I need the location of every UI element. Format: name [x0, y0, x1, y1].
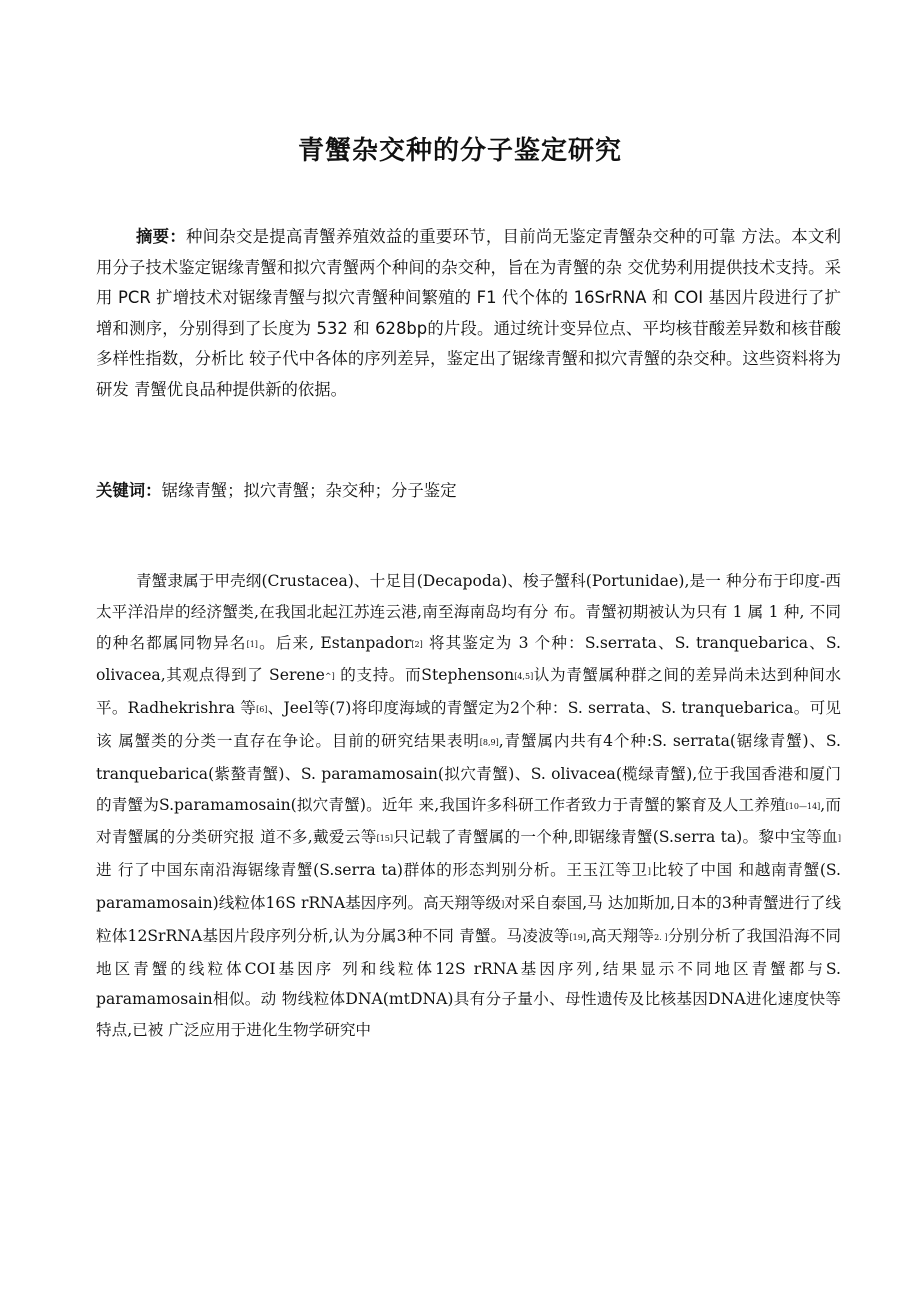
- citation: ^]: [324, 672, 335, 682]
- keywords-text: 锯缘青蟹；拟穴青蟹；杂交种；分子鉴定: [161, 481, 457, 500]
- body-text: 只记载了青蟹属的一个种,即锯缘青蟹(S.serra ta)。黎中宝等血: [393, 828, 838, 847]
- citation: [1]: [246, 639, 258, 649]
- citation: [2]: [411, 639, 423, 649]
- body-text: 青蟹隶属于甲壳纲(Crustacea)、十足目(Decapoda)、梭子蟹科(Portunidae),是一 种分布于印度-西太平洋沿岸的经济蟹类,在我国北起江苏连云港,南至海南岛均有分 布。青蟹初期被认为只有 1 属 1 种, 不同的种名都属同物异名: [96, 572, 841, 652]
- body-text: 的支持。而Stephenson: [334, 666, 515, 685]
- citation: [8,9]: [479, 737, 499, 747]
- abstract-label: 摘要：: [136, 227, 186, 246]
- citation: [4,5]: [514, 672, 534, 682]
- abstract-text: 种间杂交是提高青蟹养殖效益的重要环节，目前尚无鉴定青蟹杂交种的可靠 方法。本文利用分子技术鉴定锯缘青蟹和拟穴青蟹两个种间的杂交种，旨在为青蟹的杂 交优势利用提供技术支持。采用 PCR 扩增技术对锯缘青蟹与拟穴青蟹种间繁殖的 F1 代个体的 16SrRNA 和 COI 基因片段进行了扩增和测序，分别得到了长度为 532 和 628bp的片段。通过统计变异位点、平均核苷酸差异数和核苷酸多样性指数，分析比 较子代中各体的序列差异，鉴定出了锯缘青蟹和拟穴青蟹的杂交种。这些资料将为研发 青蟹优良品种提供新的依据。: [96, 227, 841, 399]
- body-text: ,高天翔等: [585, 926, 655, 945]
- citation: ]: [647, 867, 651, 877]
- citation: 2. ]: [654, 932, 668, 942]
- body-text: 、Jeel等(7)将印度海域的青蟹定为2个种：S. serrata、S. tranquebarica。可见该 属蟹类的分类一直存在争论。目前的研究结果表明: [96, 699, 841, 750]
- body-text: ,而对青蟹属的分类研究报 道不多,戴爱云等: [96, 795, 841, 847]
- body-text: 对采自泰国,马 达加斯加,日本的3种青蟹进行了线粒体12SrRNA基因片段序列分析,认为分属3种不同 青蟹。马凌波等: [96, 893, 841, 945]
- citation: [6]: [256, 705, 268, 715]
- keywords-label: 关键词：: [96, 481, 162, 500]
- citation: ]: [501, 899, 505, 909]
- citation: ]: [837, 834, 841, 844]
- abstract-paragraph: [96, 222, 841, 406]
- body-text: 认为青蟹属种群之间的差异尚未达到种间水平。Radhekrishra 等: [96, 666, 841, 718]
- body-text: 比较了中国 和越南青蟹(S. paramamosain)线粒体16S rRNA基因序列。高天翔等级: [96, 861, 842, 912]
- citation: [19]: [569, 932, 586, 942]
- citation: [10—14]: [785, 801, 821, 811]
- body-text: 进 行了中国东南沿海锯缘青蟹(S.serra ta)群体的形态判别分析。王玉江等卫: [96, 861, 648, 880]
- body-text: 。后来, Estanpador: [257, 633, 412, 652]
- body-text: 将其鉴定为 3 个种：S.serrata、S. tranquebarica、S. olivacea,其观点得到了 Serene: [96, 633, 841, 685]
- citation: [15]: [376, 834, 394, 844]
- paper-title: 青蟹杂交种的分子鉴定研究: [297, 136, 622, 166]
- keywords-line: [96, 476, 841, 506]
- body-text: 分别分析了我国沿海不同地区青蟹的线粒体COI基因序 列和线粒体12S rRNA基因序列,结果显示不同地区青蟹都与S. paramamosain相似。动 物线粒体DNA(mtDNA)具有分子量小、母性遗传及比核基因DNA进化速度快等特点,已被 广泛应用于进化生物学研究中: [96, 926, 841, 1040]
- body-paragraph: [96, 566, 841, 1046]
- body-text: ,青蟹属内共有4个种:S. serrata(锯缘青蟹)、S. tranquebarica(紫螯青蟹)、S. paramamosain(拟穴青蟹)、S. olivacea(榄绿青蟹),位于我国香港和厦门的青蟹为S.paramamosain(拟穴青蟹)。近年 来,我国许多科研工作者致力于青蟹的繁育及人工养殖: [96, 731, 841, 814]
